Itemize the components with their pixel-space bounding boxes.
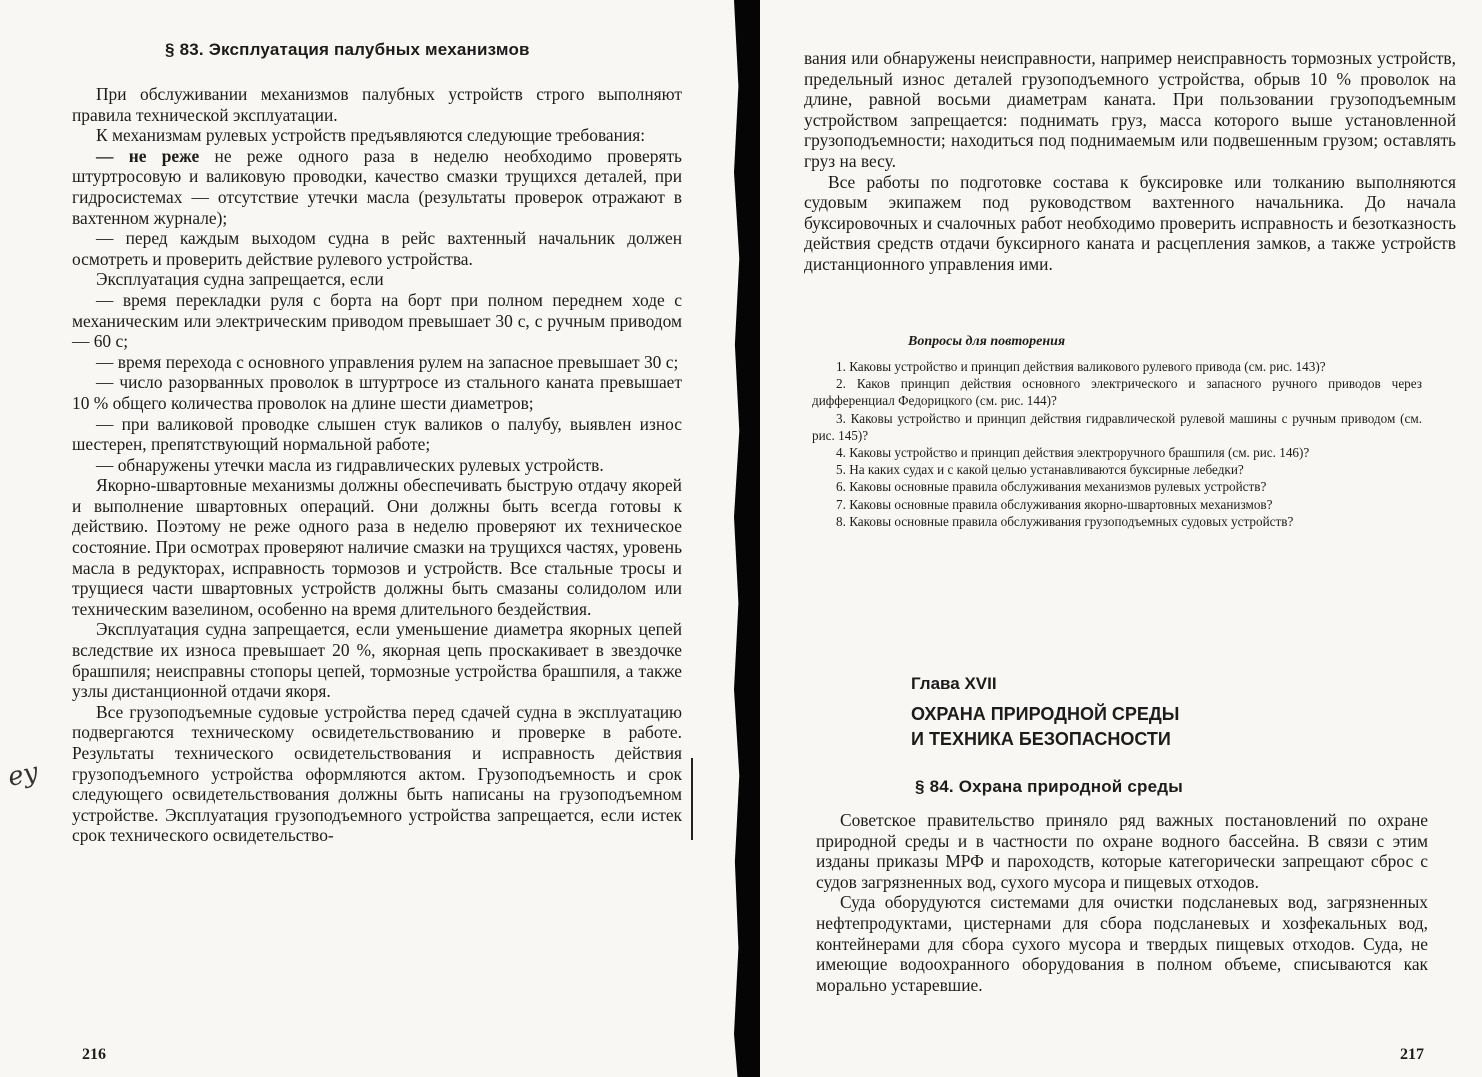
paragraph: Суда оборудуются системами для очистки подсланевых вод, загрязненных нефтепродуктами, цистернами для сбора подсланевых и хозфекальных вод, контейнерами для сбора сухого мусора и твердых пищевых отходов. Суда, не имеющие водоохранного оборудования в полном объеме, списываются как морально устаревшие. (816, 892, 1428, 995)
right-page (760, 0, 1482, 1077)
left-body-text (72, 84, 682, 846)
question-item: 7. Каковы основные правила обслуживания якорно-швартовных механизмов? (836, 496, 1273, 512)
review-questions-list (812, 358, 1422, 530)
section-84-body (816, 810, 1428, 995)
page-number-left: 216 (82, 1046, 106, 1063)
left-page (0, 0, 738, 1077)
paragraph: Все работы по подготовке состава к буксировке или толканию выполняются судовым экипажем под руководством вахтенного начальника. До начала буксировочных и счалочных работ необходимо проверить исправность и безотказность действия средств отдачи буксирного каната и расцепления замков, а также устройств дистанционного управления ими. (804, 171, 1456, 274)
question-item: 8. Каковы основные правила обслуживания грузоподъемных судовых устройств? (836, 513, 1294, 529)
paragraph: — время перехода с основного управления рулем на запасное превышает 30 с; (96, 351, 679, 372)
paragraph: — время перекладки руля с борта на борт при полном переднем ходе с механическим или электрическим приводом превышает 30 с, с ручным приводом — 60 с; (72, 289, 682, 352)
paragraph: Советское правительство приняло ряд важных постановлений по охране природной среды и в частности по охране водного бассейна. В связи с этим изданы приказы МРФ и пароходств, которые категорически запрещают сброс с судов загрязненных вод, сухого мусора и пищевых отходов. (816, 810, 1428, 892)
paragraph: К механизмам рулевых устройств предъявляются следующие требования: (96, 125, 646, 146)
paragraph: При обслуживании механизмов палубных устройств строго выполняют правила технической эксплуатации. (72, 84, 682, 125)
question-item: 2. Каков принцип действия основного электрического и запасного ручного приводов через дифференциал Федорицкого (см. рис. 144)? (812, 376, 1422, 409)
chapter-title (911, 702, 1179, 752)
question-item: 5. На каких судах и с какой целью устанавливаются буксирные лебедки? (836, 462, 1244, 478)
paragraph: — число разорванных проволок в штуртросе из стального каната превышает 10 % общего количества проволок на длине шести диаметров; (72, 372, 682, 413)
dash-lead: — не реже (96, 145, 200, 166)
page-number-right: 217 (1400, 1046, 1424, 1063)
chapter-title-line: ОХРАНА ПРИРОДНОЙ СРЕДЫ (911, 704, 1180, 724)
chapter-label: Глава XVII (911, 674, 997, 693)
chapter-title-line: И ТЕХНИКА БЕЗОПАСНОСТИ (911, 729, 1171, 749)
paragraph: — перед каждым выходом судна в рейс вахтенный начальник должен осмотреть и проверить действие рулевого устройства. (72, 228, 682, 269)
margin-bracket (691, 758, 693, 840)
paragraph: — обнаружены утечки масла из гидравлических рулевых устройств. (96, 454, 604, 475)
section-heading-83: § 83. Эксплуатация палубных механизмов (165, 40, 530, 59)
section-heading-84: § 84. Охрана природной среды (915, 777, 1183, 796)
right-body-text (804, 48, 1456, 275)
paragraph: Якорно-швартовные механизмы должны обеспечивать быструю отдачу якорей и выполнение швартовных операций. Они должны быть всегда готовы к действию. Поэтому не реже одного раза в неделю проверяют их техническое состояние. При осмотрах проверяют наличие смазки на трущихся частях, уровень масла в редукторах, исправность тормозов и устройств. Все стальные тросы и трущиеся части швартовных устройств должны быть смазаны солидолом или техническим вазелином, особенно на время длительного бездействия. (72, 475, 682, 619)
paragraph: Эксплуатация судна запрещается, если (96, 269, 384, 290)
review-questions-title: Вопросы для повторения (908, 334, 1066, 349)
paragraph-text: не реже одного раза в неделю необходимо проверять штуртросовую и валиковую проводки, качество смазки трущихся деталей, при гидросистемах — отсутствие утечки масла (результаты проверок отражают в вахтенном журнале); (72, 145, 682, 228)
paragraph: Все грузоподъемные судовые устройства перед сдачей судна в эксплуатацию подвергаются техническому освидетельствованию и проверке в работе. Результаты технического освидетельствования и исправность действия грузоподъемного устройства оформляются актом. Грузоподъемность и срок следующего освидетельствования должны быть написаны на грузоподъемном устройстве. Эксплуатация грузоподъемного устройства запрещается, если истек срок технического освидетельство- (72, 701, 682, 846)
paragraph: — при валиковой проводке слышен стук валиков о палубу, выявлен износ шестерен, препятствующий нормальной работе; (72, 413, 682, 455)
handwritten-margin-note: еу (5, 757, 42, 793)
paragraph: вания или обнаружены неисправности, например неисправность тормозных устройств, предельный износ деталей грузоподъемного устройства, обрыв 10 % проволок на длине, равной восьми диаметрам каната. При пользовании грузоподъемным устройством запрещается: поднимать груз, масса которого выше установленной грузоподъемности; находиться под поднимаемым или подвешенным грузом; оставлять груз на весу. (804, 48, 1456, 171)
question-item: 1. Каковы устройство и принцип действия валикового рулевого привода (см. рис. 143)? (836, 359, 1326, 374)
question-item: 4. Каковы устройство и принцип действия электроручного брашпиля (см. рис. 146)? (836, 445, 1310, 461)
question-item: 6. Каковы основные правила обслуживания механизмов рулевых устройств? (836, 479, 1267, 495)
question-item: 3. Каковы устройство и принцип действия гидравлической рулевой машины с ручным приводом (см. рис. 145)? (812, 410, 1422, 443)
paragraph: Эксплуатация судна запрещается, если уменьшение диаметра якорных цепей вследствие их износа превышает 20 %, якорная цепь проскакивает в звездочке брашпиля; неисправны стопоры цепей, тормозные устройства брашпиля, а также узлы дистанционной отдачи якоря. (72, 619, 682, 702)
paragraph-steering-check (72, 146, 682, 228)
